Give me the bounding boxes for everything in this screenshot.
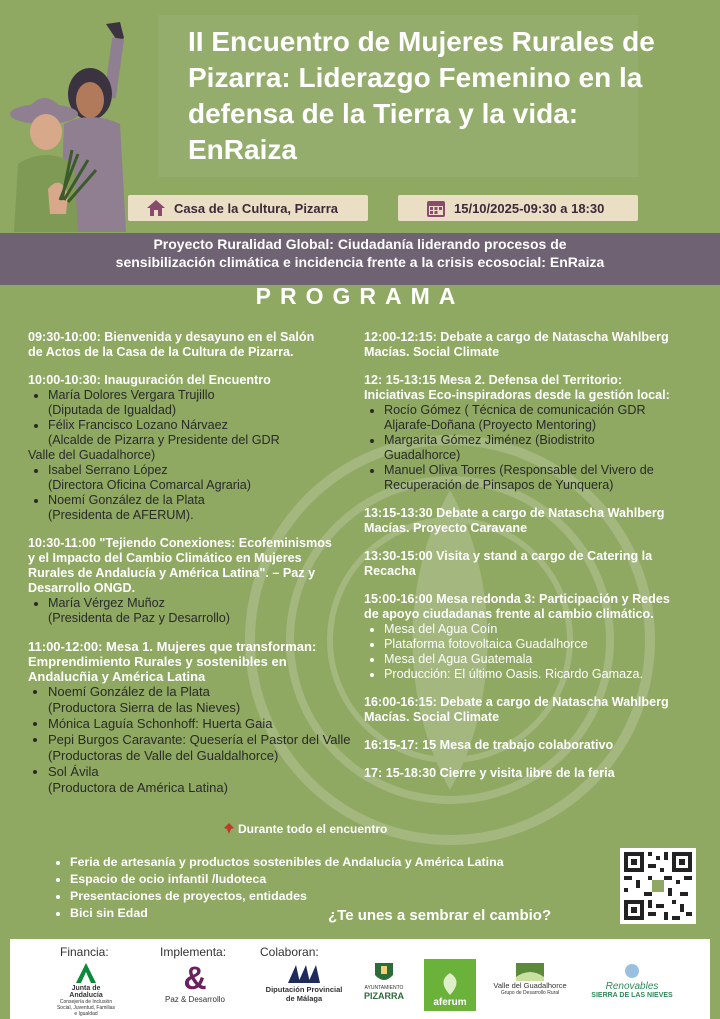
valle-guadalhorce-logo: Valle del Guadalhorce Grupo de Desarrollo Rural (484, 963, 576, 996)
block-heading: y el Impacto del Cambio Climático en Mujeres (28, 551, 302, 565)
renovables-sierra-logo: Renovables SIERRA DE LAS NIEVES (584, 961, 680, 999)
schedule-block (364, 549, 704, 579)
schedule-block (364, 330, 704, 360)
block-heading: 13:30-15:00 Visita y stand a cargo de Catering la (364, 549, 653, 563)
schedule-block (28, 536, 354, 626)
schedule-block (364, 592, 704, 682)
list-item: • María Vérgez Muñoz (Presidenta de Paz y Desarrollo) (48, 596, 354, 626)
list-item: • Margarita Gómez Jiménez (Biodistrito Guadalhorce) (384, 433, 704, 463)
schedule-block (28, 373, 354, 523)
list-item: • Mesa del Agua Guatemala (384, 652, 704, 667)
list-item: • Producción: El último Oasis. Ricardo Gamaza. (384, 667, 704, 682)
list-item-continued: Valle del Guadalhorce) (28, 448, 156, 462)
ayuntamiento-pizarra-logo: AYUNTAMIENTO PIZARRA (356, 961, 412, 1001)
schedule-block (28, 330, 354, 360)
programa-heading: PROGRAMA (255, 283, 465, 309)
calendar-icon (426, 198, 446, 218)
hero-section (0, 0, 720, 232)
program-right-column (364, 330, 704, 794)
block-heading: 17: 15-18:30 Cierre y visita libre de la feria (364, 766, 615, 780)
aferum-logo: aferum (424, 959, 476, 1011)
block-heading: Rurales de Andalucía y América Latina". – Paz y (28, 566, 316, 580)
list-item: • Pepi Burgos Caravante: Quesería el Pastor del Valle (Productoras de Valle del Gualdalhorce) (48, 732, 354, 764)
list-item: • Mesa del Agua Coín (384, 622, 704, 637)
list-item: • Noemí González de la Plata (Productora Sierra de las Nieves) (48, 684, 354, 716)
qr-code[interactable] (620, 848, 696, 924)
block-heading: Recacha (364, 564, 416, 578)
date-badge (398, 195, 638, 221)
junta-andalucia-logo: Junta de Andalucía Consejería de Inclusión Social, Juventud, Familias e Igualdad (56, 961, 116, 1017)
schedule-block (364, 766, 704, 781)
block-heading: Andalucñia y América Latina (28, 669, 206, 684)
all-day-label: Durante todo el encuentro (238, 822, 388, 836)
block-heading: 10:00-10:30: Inauguración del Encuentro (28, 373, 271, 387)
event-title: II Encuentro de Mujeres Rurales de Pizarra: Liderazgo Femenino en la defensa de la Tierra y la vida: EnRaiza (188, 26, 655, 165)
block-heading: 15:00-16:00 Mesa redonda 3: Participación y Redes (364, 592, 670, 606)
block-heading: Macías. Social Climate (364, 710, 500, 724)
list-item: • Félix Francisco Lozano Nárvaez (Alcalde de Pizarra y Presidente del GDR (48, 418, 354, 448)
pin-icon (222, 822, 236, 836)
block-heading: Macías. Proyecto Caravane (364, 521, 528, 535)
list-item: • Mónica Laguía Schonhoff: Huerta Gaia (48, 716, 354, 732)
list-item: • Bici sin Edad (70, 905, 572, 922)
program-left-column (28, 330, 354, 809)
financia-label: Financia: (60, 945, 109, 959)
block-heading: de apoyo ciudadanas frente al cambio climático. (364, 607, 654, 621)
block-heading: 16:00-16:15: Debate a cargo de Natascha Wahlberg (364, 695, 669, 709)
list-item: • Feria de artesanía y productos sostenibles de Andalucía y América Latina (70, 854, 572, 871)
block-heading: de Actos de la Casa de la Cultura de Pizarra. (28, 345, 294, 359)
block-heading: 12:00-12:15: Debate a cargo de Natascha Wahlberg (364, 330, 669, 344)
list-item: • Espacio de ocio infantil /ludoteca (70, 871, 572, 888)
list-item: • Manuel Oliva Torres (Responsable del Vivero de Recuperación de Pinsapos de Yunquera) (384, 463, 704, 493)
all-day-note (222, 822, 387, 836)
date-text: 15/10/2025-09:30 a 18:30 (454, 200, 605, 216)
block-heading: 16:15-17: 15 Mesa de trabajo colaborativo (364, 738, 614, 752)
schedule-block (364, 738, 704, 753)
diputacion-icon (284, 961, 324, 985)
valle-icon (516, 963, 544, 981)
colaboran-label: Colaboran: (260, 945, 319, 959)
call-to-action: ¿Te unes a sembrar el cambio? (328, 907, 552, 924)
aferum-leaf-icon (435, 971, 465, 997)
list-item: • Isabel Serrano López (Directora Oficina Comarcal Agraria) (48, 463, 354, 493)
sun-icon (620, 961, 644, 981)
schedule-block (364, 506, 704, 536)
block-heading: 11:00-12:00: Mesa 1. Mujeres que transforman: (28, 639, 317, 654)
schedule-block (28, 639, 354, 796)
block-heading: 10:30-11:00 "Tejiendo Conexiones: Ecofeminismos (28, 536, 332, 550)
diputacion-malaga-logo: Diputación Provincial de Málaga (264, 961, 344, 1003)
block-heading: Macías. Social Climate (364, 345, 500, 359)
ampersand-icon: & (183, 960, 207, 996)
schedule-block (364, 373, 704, 493)
list-item: • Plataforma fotovoltaica Guadalhorce (384, 637, 704, 652)
paz-desarrollo-logo: & Paz & Desarrollo (164, 960, 226, 1004)
coat-of-arms-icon (373, 961, 395, 985)
venue-text: Casa de la Cultura, Pizarra (174, 200, 339, 216)
women-illustration (8, 14, 148, 232)
list-item: • Rocío Gómez ( Técnica de comunicación GDR Aljarafe-Doñana (Proyecto Mentoring) (384, 403, 704, 433)
sponsors-footer (10, 939, 710, 1019)
block-heading: Emprendimiento Rurales y sostenibles en (28, 654, 287, 669)
banner-line-2: sensibilización climática e incidencia frente a la crisis ecosocial: EnRaiza (115, 254, 605, 270)
junta-andalucia-icon (74, 961, 98, 985)
implementa-label: Implementa: (160, 945, 227, 959)
project-banner (0, 233, 720, 285)
block-heading: Desarrollo ONGD. (28, 581, 136, 595)
block-heading: 13:15-13:30 Debate a cargo de Natascha Wahlberg (364, 506, 665, 520)
venue-badge (128, 195, 368, 221)
banner-line-1: Proyecto Ruralidad Global: Ciudadanía liderando procesos de (153, 236, 567, 252)
list-item: • María Dolores Vergara Trujillo (Diputada de Igualdad) (48, 388, 354, 418)
list-item: • Noemí González de la Plata (Presidenta de AFERUM). (48, 493, 354, 523)
home-icon (146, 199, 166, 217)
block-heading: 09:30-10:00: Bienvenida y desayuno en el Salón (28, 330, 315, 344)
block-heading: 12: 15-13:15 Mesa 2. Defensa del Territorio: (364, 373, 623, 387)
schedule-block (364, 695, 704, 725)
list-item: • Sol Ávila (Productora de América Latina) (48, 764, 354, 796)
block-heading: Iniciativas Eco-inspiradoras desde la gestión local: (364, 388, 670, 402)
list-item: • Presentaciones de proyectos, entidades (70, 888, 572, 905)
